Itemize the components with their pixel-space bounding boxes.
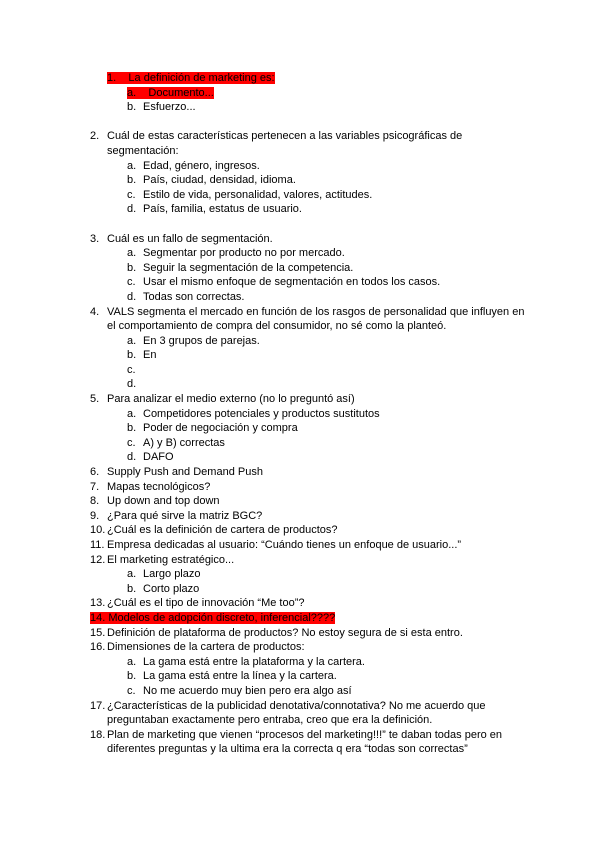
question-text: ¿Características de la publicidad denotativa/connotativa? No me acuerdo que preguntaban exactamente pero entraba, creo que era la definición.	[107, 699, 486, 727]
question-text: Definición de plataforma de productos? No estoy segura de si esta entro.	[107, 626, 463, 639]
question-5	[90, 392, 530, 407]
question-18	[90, 728, 530, 757]
option-text: Todas son correctas.	[143, 290, 245, 303]
question-7	[90, 480, 530, 495]
question-number: 4.	[90, 305, 100, 318]
option-letter: d.	[127, 378, 137, 391]
option-12b	[90, 582, 530, 597]
option-16a	[90, 655, 530, 670]
question-number: 3.	[90, 232, 100, 245]
question-text: Para analizar el medio externo (no lo preguntó así)	[107, 393, 355, 406]
option-letter: a.	[127, 159, 137, 172]
question-number: 2.	[90, 130, 100, 143]
option-text: Esfuerzo...	[143, 101, 196, 114]
option-text: Segmentar por producto no por mercado.	[143, 247, 345, 260]
document-body	[90, 71, 530, 757]
question-11	[90, 538, 530, 553]
question-text: Mapas tecnológicos?	[107, 480, 211, 493]
option-5b	[90, 421, 530, 436]
option-text: La gama está entre la línea y la cartera.	[143, 670, 337, 683]
option-16b	[90, 669, 530, 684]
option-2a	[90, 159, 530, 174]
option-text: País, ciudad, densidad, idioma.	[143, 174, 296, 187]
question-text: Supply Push and Demand Push	[107, 466, 263, 479]
option-letter: a.	[127, 568, 137, 581]
question-text: Cuál de estas características pertenecen a las variables psicográficas de segmentación:	[107, 130, 463, 157]
option-3c	[90, 275, 530, 290]
option-text: País, familia, estatus de usuario.	[143, 203, 302, 216]
question-text: Modelos de adopción discreto, inferencial????	[108, 611, 336, 624]
option-letter: d.	[127, 451, 137, 464]
option-letter: c.	[127, 684, 136, 697]
option-letter: a.	[127, 407, 137, 420]
question-number: 8.	[90, 495, 100, 508]
option-text: Competidores potenciales y productos sustitutos	[143, 407, 380, 420]
option-2d	[90, 202, 530, 217]
option-letter: b.	[127, 670, 137, 683]
question-number: 1.	[107, 72, 117, 84]
option-1a	[90, 86, 530, 101]
option-4c	[90, 363, 530, 378]
option-letter: c.	[127, 276, 136, 289]
question-number: 7.	[90, 480, 100, 493]
option-4a	[90, 334, 530, 349]
option-3a	[90, 246, 530, 261]
option-16c	[90, 684, 530, 699]
question-1	[90, 71, 530, 86]
question-number: 16.	[90, 641, 106, 654]
option-text: Poder de negociación y compra	[143, 422, 298, 435]
option-letter: b.	[127, 174, 137, 187]
question-3	[90, 232, 530, 247]
question-2	[90, 129, 530, 158]
option-4b	[90, 348, 530, 363]
option-text: La gama está entre la plataforma y la cartera.	[143, 655, 365, 668]
option-letter: a.	[127, 655, 137, 668]
question-number: 18.	[90, 728, 106, 741]
option-5a	[90, 407, 530, 422]
question-text: ¿Cuál es el tipo de innovación “Me too”?	[107, 597, 305, 610]
option-2c	[90, 188, 530, 203]
option-1b	[90, 100, 530, 115]
question-4	[90, 305, 530, 334]
option-12a	[90, 567, 530, 582]
option-4d	[90, 377, 530, 392]
question-14	[90, 611, 530, 626]
question-number: 15.	[90, 626, 106, 639]
option-text: Estilo de vida, personalidad, valores, actitudes.	[143, 188, 373, 201]
option-letter: b.	[127, 582, 137, 595]
option-text: A) y B) correctas	[143, 436, 225, 449]
question-16	[90, 640, 530, 655]
option-letter: b.	[127, 422, 137, 435]
question-text: El marketing estratégico...	[107, 553, 235, 566]
option-letter: d.	[127, 290, 137, 303]
question-number: 6.	[90, 466, 100, 479]
question-text: Plan de marketing que vienen “procesos del marketing!!!” te daban todas pero en diferentes preguntas y la ultima era la correcta q era “todas son correctas”	[107, 728, 503, 756]
question-number: 5.	[90, 393, 100, 406]
option-letter: b.	[127, 349, 137, 362]
question-number: 17.	[90, 699, 106, 712]
question-text: Dimensiones de la cartera de productos:	[107, 641, 305, 654]
question-number: 10.	[90, 524, 106, 537]
option-2b	[90, 173, 530, 188]
option-text: Corto plazo	[143, 582, 200, 595]
option-letter: c.	[127, 363, 136, 376]
option-text: Seguir la segmentación de la competencia.	[143, 261, 354, 274]
option-3d	[90, 290, 530, 305]
option-text: Largo plazo	[143, 568, 201, 581]
question-12	[90, 553, 530, 568]
option-letter: b.	[127, 101, 137, 114]
question-8	[90, 494, 530, 509]
question-number: 12.	[90, 553, 106, 566]
option-text: Documento...	[148, 86, 214, 99]
question-text: Cuál es un fallo de segmentación.	[107, 232, 273, 245]
question-number: 11.	[90, 539, 105, 551]
question-9	[90, 509, 530, 524]
option-text: En	[143, 349, 157, 362]
question-text: La definición de marketing es:	[128, 72, 275, 84]
option-letter: a.	[127, 247, 137, 260]
question-text: Empresa dedicadas al usuario: “Cuándo tienes un enfoque de usuario...”	[107, 539, 462, 551]
option-text: DAFO	[143, 451, 174, 464]
question-text: Up down and top down	[107, 495, 220, 508]
question-number: 14.	[90, 611, 106, 624]
question-17	[90, 699, 530, 728]
option-3b	[90, 261, 530, 276]
option-letter: c.	[127, 188, 136, 201]
question-number: 9.	[90, 509, 100, 522]
option-letter: b.	[127, 261, 137, 274]
option-5c	[90, 436, 530, 451]
question-number: 13.	[90, 597, 106, 610]
option-text: En 3 grupos de parejas.	[143, 334, 260, 347]
question-6	[90, 465, 530, 480]
question-10	[90, 523, 530, 538]
option-letter: c.	[127, 436, 136, 449]
option-text: Edad, género, ingresos.	[143, 159, 260, 172]
question-text: VALS segmenta el mercado en función de los rasgos de personalidad que influyen en el comportamiento de compra del consumidor, no sé como la planteó.	[107, 305, 525, 333]
question-text: ¿Cuál es la definición de cartera de productos?	[107, 524, 338, 537]
option-text: No me acuerdo muy bien pero era algo así	[143, 684, 352, 697]
option-letter: a.	[127, 86, 137, 99]
option-letter: a.	[127, 334, 137, 347]
option-text: Usar el mismo enfoque de segmentación en todos los casos.	[143, 276, 441, 289]
option-5d	[90, 450, 530, 465]
question-13	[90, 596, 530, 611]
option-letter: d.	[127, 203, 137, 216]
question-text: ¿Para qué sirve la matriz BGC?	[107, 509, 263, 522]
question-15	[90, 626, 530, 641]
